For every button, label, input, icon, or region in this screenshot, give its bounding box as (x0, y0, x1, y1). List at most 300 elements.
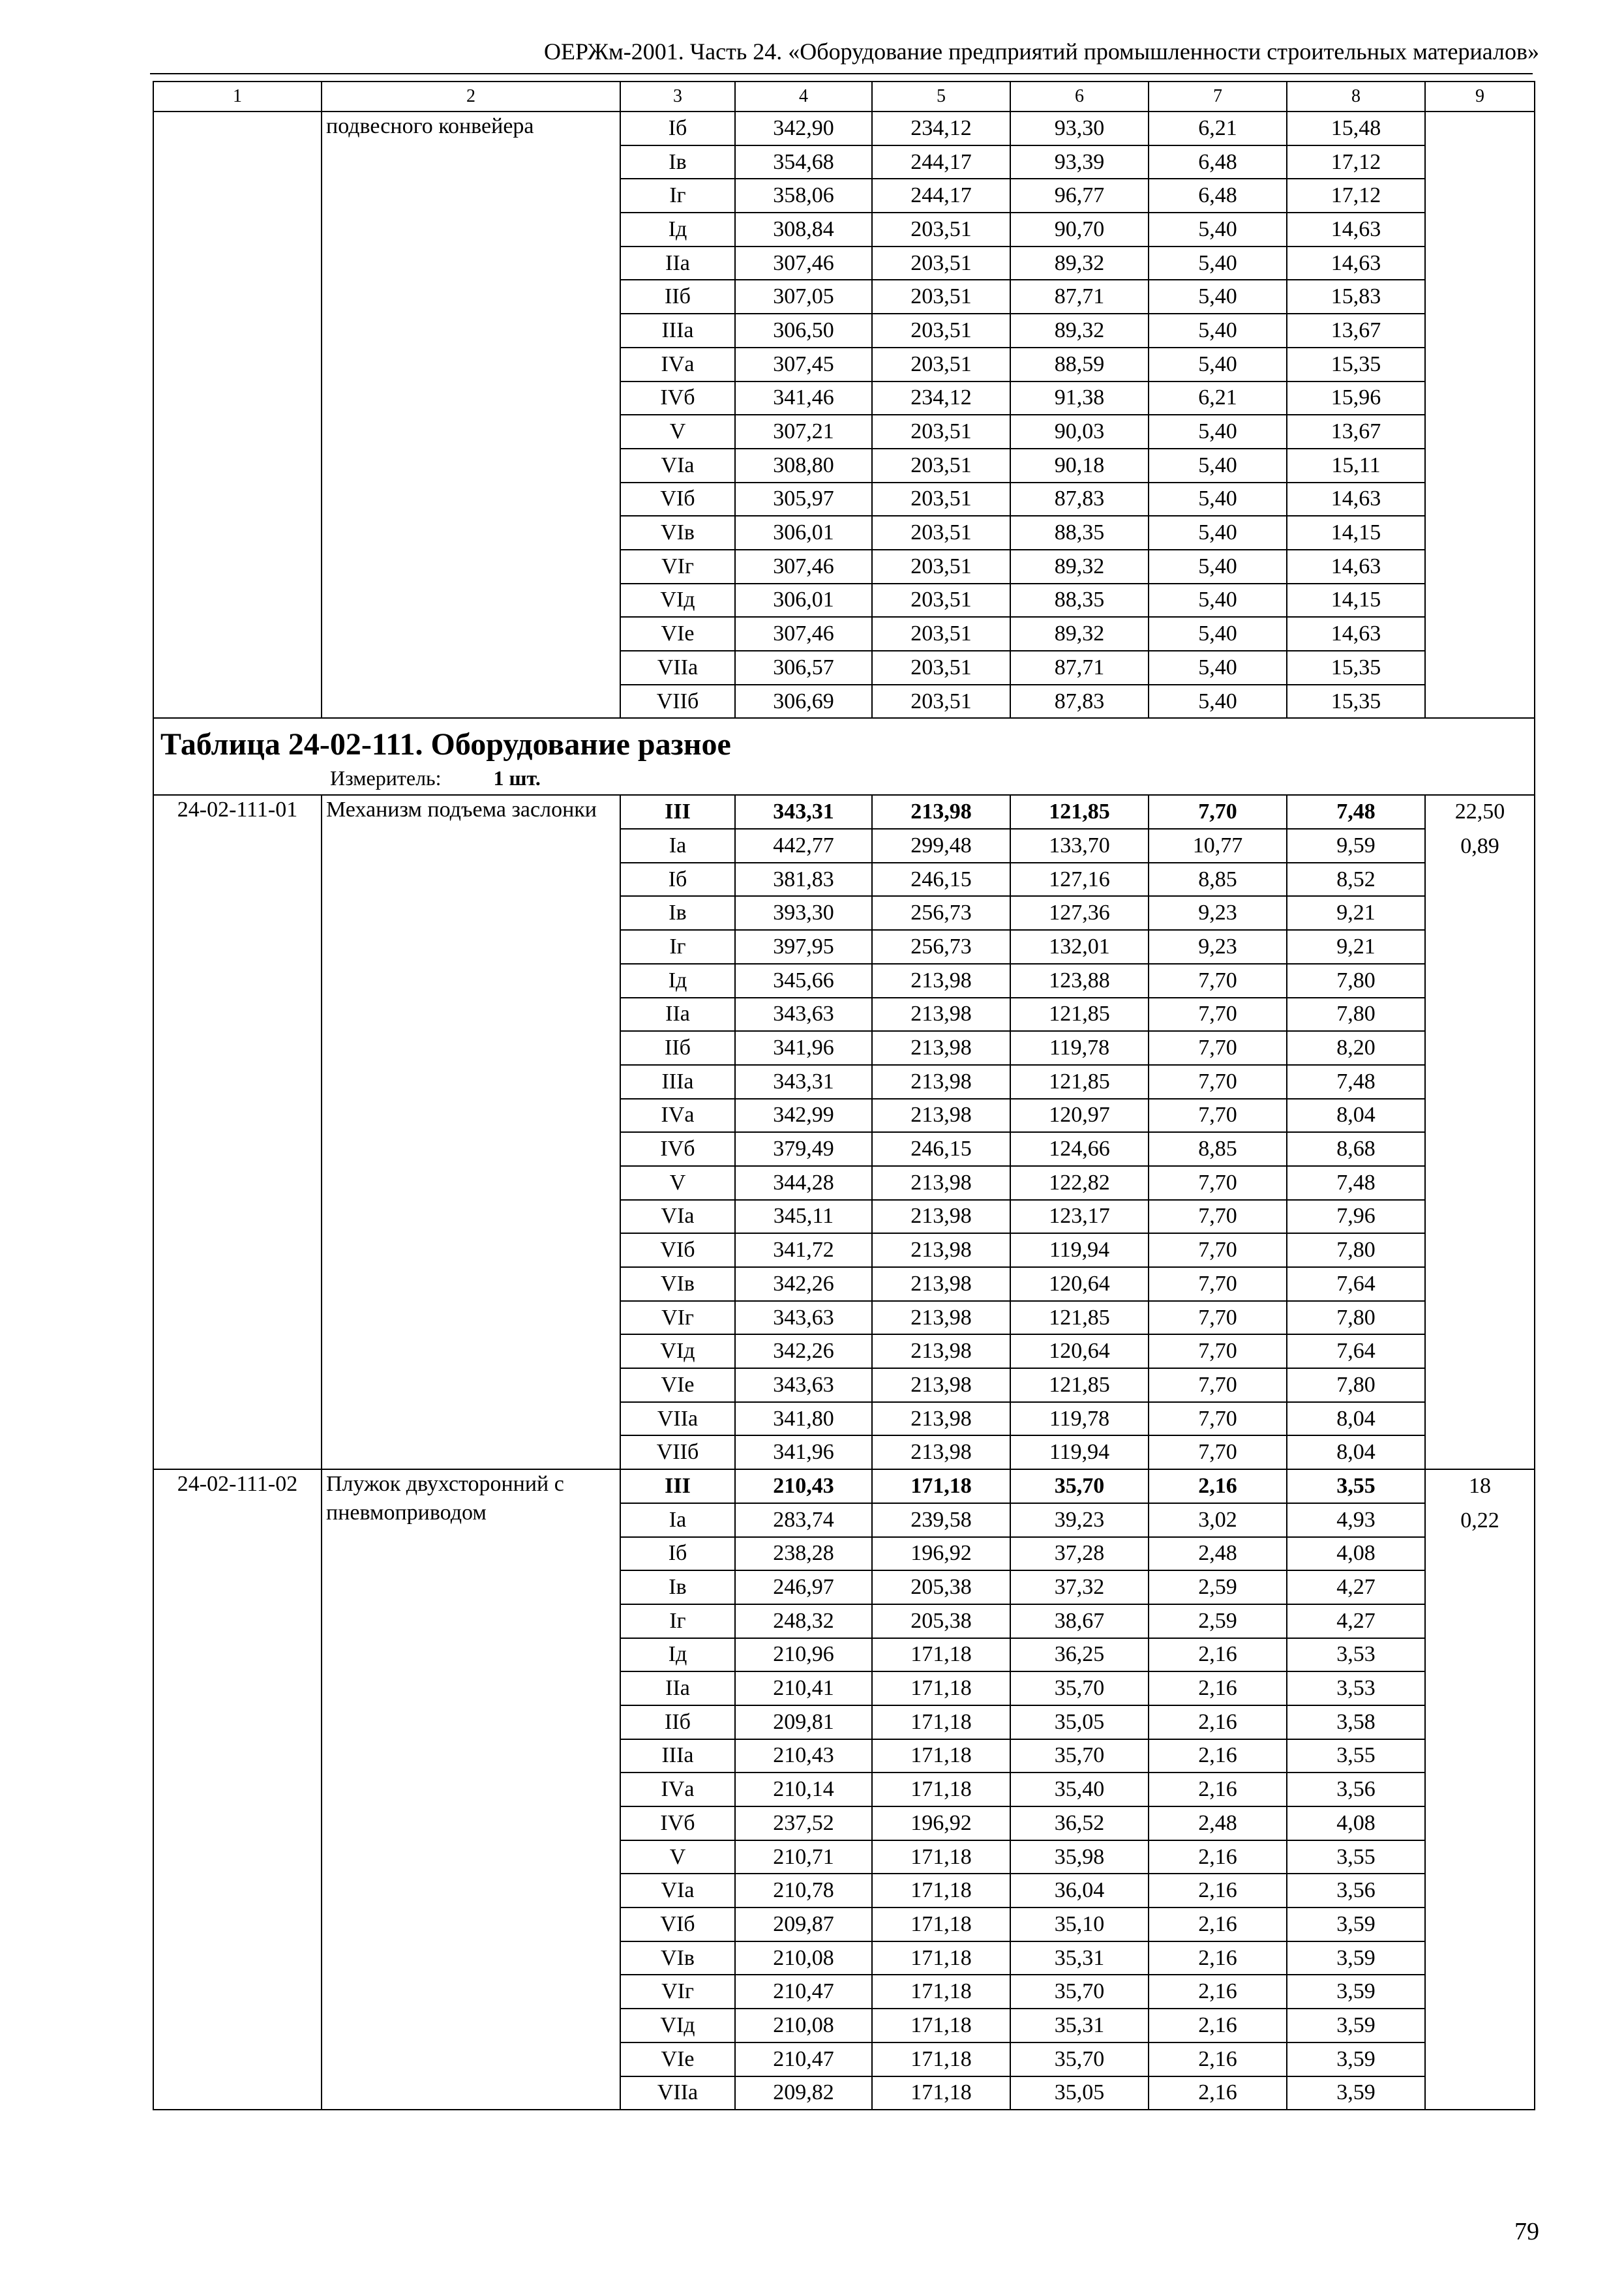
price-value: 9,21 (1287, 896, 1425, 930)
price-value: 213,98 (872, 1301, 1010, 1335)
price-value: 3,53 (1287, 1638, 1425, 1672)
price-value: 7,70 (1149, 1031, 1287, 1065)
price-value: 307,46 (735, 550, 872, 584)
zone-code: VIе (620, 617, 735, 651)
zone-code: Iб (620, 112, 735, 145)
table-title-row (153, 718, 1535, 795)
zone-code: IIб (620, 1031, 735, 1065)
zone-code: V (620, 1166, 735, 1200)
price-value: 342,90 (735, 112, 872, 145)
column-number: 8 (1287, 82, 1425, 112)
price-value: 7,70 (1149, 1435, 1287, 1469)
price-value: 35,70 (1010, 1671, 1149, 1705)
price-value: 17,12 (1287, 179, 1425, 213)
price-value: 35,10 (1010, 1908, 1149, 1941)
price-value: 7,80 (1287, 964, 1425, 998)
price-value: 213,98 (872, 1031, 1010, 1065)
price-value: 213,98 (872, 1368, 1010, 1402)
price-value: 7,70 (1149, 1334, 1287, 1368)
price-value: 6,21 (1149, 382, 1287, 415)
price-value: 4,27 (1287, 1570, 1425, 1604)
price-value: 87,83 (1010, 483, 1149, 516)
price-value: 3,59 (1287, 1975, 1425, 2009)
measure-line (160, 764, 1527, 792)
price-value: 14,15 (1287, 516, 1425, 550)
price-value: 14,63 (1287, 617, 1425, 651)
price-value: 14,63 (1287, 550, 1425, 584)
zone-code: IIа (620, 998, 735, 1032)
item-code (153, 112, 322, 718)
price-value: 3,59 (1287, 1941, 1425, 1975)
price-value: 5,40 (1149, 483, 1287, 516)
zone-code: IVб (620, 1132, 735, 1166)
price-value: 7,48 (1287, 1065, 1425, 1099)
price-value: 171,18 (872, 1941, 1010, 1975)
price-value: 5,40 (1149, 348, 1287, 382)
price-value: 9,21 (1287, 930, 1425, 964)
price-value: 3,59 (1287, 2009, 1425, 2042)
price-value: 15,35 (1287, 685, 1425, 719)
price-value: 7,70 (1149, 1301, 1287, 1335)
price-value: 341,72 (735, 1233, 872, 1267)
price-value: 2,16 (1149, 1705, 1287, 1739)
price-value: 209,81 (735, 1705, 872, 1739)
price-value: 171,18 (872, 1671, 1010, 1705)
price-value: 4,27 (1287, 1604, 1425, 1638)
price-value: 203,51 (872, 483, 1010, 516)
price-value: 89,32 (1010, 314, 1149, 348)
price-value: 133,70 (1010, 829, 1149, 863)
price-value: 381,83 (735, 863, 872, 897)
price-value: 2,16 (1149, 1908, 1287, 1941)
table-title-cell (153, 718, 1535, 795)
price-value: 6,48 (1149, 145, 1287, 179)
price-value: 237,52 (735, 1806, 872, 1840)
price-value: 3,59 (1287, 1908, 1425, 1941)
price-value: 244,17 (872, 145, 1010, 179)
price-value: 35,70 (1010, 1469, 1149, 1503)
zone-code: Iг (620, 1604, 735, 1638)
price-value: 88,59 (1010, 348, 1149, 382)
price-value: 306,50 (735, 314, 872, 348)
price-value: 345,11 (735, 1200, 872, 1234)
table-row (153, 1469, 1535, 1503)
price-value: 119,78 (1010, 1031, 1149, 1065)
price-value: 2,59 (1149, 1570, 1287, 1604)
price-value: 7,64 (1287, 1334, 1425, 1368)
price-value: 5,40 (1149, 280, 1287, 314)
column-9-values (1425, 1469, 1535, 2110)
price-value: 13,67 (1287, 415, 1425, 449)
price-value: 5,40 (1149, 314, 1287, 348)
price-value: 5,40 (1149, 415, 1287, 449)
price-value: 93,30 (1010, 112, 1149, 145)
price-value: 91,38 (1010, 382, 1149, 415)
price-value: 7,80 (1287, 1301, 1425, 1335)
price-value: 14,15 (1287, 584, 1425, 618)
zone-code: VIг (620, 550, 735, 584)
price-value: 2,16 (1149, 1874, 1287, 1908)
price-value: 7,70 (1149, 998, 1287, 1032)
zone-code: VIб (620, 483, 735, 516)
price-value: 121,85 (1010, 795, 1149, 829)
price-value: 213,98 (872, 795, 1010, 829)
price-value: 3,56 (1287, 1874, 1425, 1908)
price-value: 89,32 (1010, 617, 1149, 651)
price-value: 8,85 (1149, 1132, 1287, 1166)
price-value: 210,43 (735, 1739, 872, 1773)
price-value: 2,59 (1149, 1604, 1287, 1638)
zone-code: VIа (620, 1874, 735, 1908)
price-value: 213,98 (872, 1233, 1010, 1267)
zone-code: VIIа (620, 1402, 735, 1436)
price-value: 343,63 (735, 1368, 872, 1402)
zone-code: IVб (620, 382, 735, 415)
zone-code: VIе (620, 1368, 735, 1402)
zone-code: VIб (620, 1908, 735, 1941)
price-value: 4,93 (1287, 1503, 1425, 1537)
price-value: 306,69 (735, 685, 872, 719)
zone-code: IIа (620, 247, 735, 280)
price-value: 14,63 (1287, 247, 1425, 280)
zone-code: VIд (620, 1334, 735, 1368)
price-value: 15,48 (1287, 112, 1425, 145)
price-value: 213,98 (872, 1099, 1010, 1133)
price-value: 203,51 (872, 348, 1010, 382)
price-value: 2,16 (1149, 2009, 1287, 2042)
price-value: 341,96 (735, 1031, 872, 1065)
price-value: 2,16 (1149, 1469, 1287, 1503)
price-value: 15,35 (1287, 348, 1425, 382)
price-value: 283,74 (735, 1503, 872, 1537)
price-value: 171,18 (872, 1705, 1010, 1739)
zone-code: Iг (620, 930, 735, 964)
price-value: 15,35 (1287, 651, 1425, 685)
price-value: 7,70 (1149, 1233, 1287, 1267)
price-value: 308,80 (735, 449, 872, 483)
column-9-value: 22,50 (1454, 800, 1505, 824)
item-code: 24-02-111-01 (153, 795, 322, 1469)
price-value: 256,73 (872, 896, 1010, 930)
price-value: 213,98 (872, 1334, 1010, 1368)
price-value: 2,16 (1149, 1941, 1287, 1975)
price-value: 306,01 (735, 516, 872, 550)
zone-code: VIа (620, 449, 735, 483)
price-value: 88,35 (1010, 516, 1149, 550)
price-value: 90,03 (1010, 415, 1149, 449)
price-value: 2,16 (1149, 1840, 1287, 1874)
price-value: 210,47 (735, 2042, 872, 2076)
price-value: 7,80 (1287, 998, 1425, 1032)
price-value: 3,59 (1287, 2042, 1425, 2076)
price-value: 89,32 (1010, 550, 1149, 584)
zone-code: VIг (620, 1301, 735, 1335)
zone-code: IIIа (620, 1739, 735, 1773)
price-value: 307,46 (735, 247, 872, 280)
price-value: 5,40 (1149, 449, 1287, 483)
price-value: 121,85 (1010, 1301, 1149, 1335)
price-value: 171,18 (872, 1840, 1010, 1874)
price-value: 210,71 (735, 1840, 872, 1874)
item-name: Механизм подъема заслонки (322, 795, 620, 1469)
column-9-value: 18 (1469, 1474, 1491, 1499)
price-value: 343,31 (735, 795, 872, 829)
price-value: 35,05 (1010, 1705, 1149, 1739)
price-value: 119,94 (1010, 1233, 1149, 1267)
price-value: 2,16 (1149, 1739, 1287, 1773)
zone-code: VIе (620, 2042, 735, 2076)
price-value: 121,85 (1010, 1368, 1149, 1402)
item-code: 24-02-111-02 (153, 1469, 322, 2110)
column-number: 7 (1149, 82, 1287, 112)
price-value: 15,83 (1287, 280, 1425, 314)
price-value: 96,77 (1010, 179, 1149, 213)
price-value: 393,30 (735, 896, 872, 930)
page-number: 79 (1514, 2218, 1539, 2245)
price-value: 342,99 (735, 1099, 872, 1133)
price-value: 7,96 (1287, 1200, 1425, 1234)
price-value: 248,32 (735, 1604, 872, 1638)
price-value: 5,40 (1149, 516, 1287, 550)
price-value: 7,48 (1287, 795, 1425, 829)
price-value: 36,04 (1010, 1874, 1149, 1908)
price-value: 213,98 (872, 1166, 1010, 1200)
price-value: 4,08 (1287, 1806, 1425, 1840)
measure-label: Измеритель: (330, 766, 442, 790)
price-value: 213,98 (872, 1435, 1010, 1469)
price-value: 244,17 (872, 179, 1010, 213)
price-value: 2,48 (1149, 1806, 1287, 1840)
price-value: 203,51 (872, 449, 1010, 483)
item-name: Плужок двухсторонний с пневмоприводом (322, 1469, 620, 2110)
price-value: 9,23 (1149, 930, 1287, 964)
price-value: 37,28 (1010, 1537, 1149, 1571)
price-value: 299,48 (872, 829, 1010, 863)
price-value: 35,98 (1010, 1840, 1149, 1874)
price-value: 306,57 (735, 651, 872, 685)
price-value: 203,51 (872, 685, 1010, 719)
header-rule (150, 73, 1533, 74)
price-value: 121,85 (1010, 998, 1149, 1032)
price-value: 87,71 (1010, 651, 1149, 685)
price-value: 123,88 (1010, 964, 1149, 998)
price-value: 344,28 (735, 1166, 872, 1200)
price-value: 37,32 (1010, 1570, 1149, 1604)
zone-code: Iд (620, 213, 735, 247)
price-value: 234,12 (872, 112, 1010, 145)
column-number: 4 (735, 82, 872, 112)
price-value: 7,70 (1149, 1402, 1287, 1436)
table-row (153, 795, 1535, 829)
zone-code: VIIб (620, 685, 735, 719)
price-value: 307,05 (735, 280, 872, 314)
price-value: 17,12 (1287, 145, 1425, 179)
column-number: 2 (322, 82, 620, 112)
price-value: 343,31 (735, 1065, 872, 1099)
price-value: 35,31 (1010, 1941, 1149, 1975)
zone-code: IIIа (620, 1065, 735, 1099)
price-value: 8,04 (1287, 1099, 1425, 1133)
zone-code: Iб (620, 863, 735, 897)
column-9-values (1425, 795, 1535, 1469)
price-value: 7,80 (1287, 1368, 1425, 1402)
price-value: 120,97 (1010, 1099, 1149, 1133)
price-value: 171,18 (872, 1469, 1010, 1503)
price-value: 171,18 (872, 1908, 1010, 1941)
price-value: 209,87 (735, 1908, 872, 1941)
price-value: 442,77 (735, 829, 872, 863)
price-value: 307,21 (735, 415, 872, 449)
price-value: 343,63 (735, 998, 872, 1032)
price-value: 210,78 (735, 1874, 872, 1908)
price-value: 305,97 (735, 483, 872, 516)
price-value: 246,97 (735, 1570, 872, 1604)
price-value: 256,73 (872, 930, 1010, 964)
zone-code: VIг (620, 1975, 735, 2009)
price-value: 13,67 (1287, 314, 1425, 348)
price-value: 15,11 (1287, 449, 1425, 483)
price-value: 342,26 (735, 1334, 872, 1368)
price-value: 213,98 (872, 1065, 1010, 1099)
price-value: 210,96 (735, 1638, 872, 1672)
price-value: 35,70 (1010, 1739, 1149, 1773)
price-value: 88,35 (1010, 584, 1149, 618)
price-value: 203,51 (872, 516, 1010, 550)
zone-code: Iг (620, 179, 735, 213)
price-value: 306,01 (735, 584, 872, 618)
price-value: 210,47 (735, 1975, 872, 2009)
zone-code: Iв (620, 896, 735, 930)
price-value: 35,40 (1010, 1773, 1149, 1806)
price-value: 171,18 (872, 1874, 1010, 1908)
price-value: 7,70 (1149, 1200, 1287, 1234)
zone-code: III (620, 795, 735, 829)
price-value: 127,16 (1010, 863, 1149, 897)
price-value: 8,52 (1287, 863, 1425, 897)
price-value: 9,23 (1149, 896, 1287, 930)
price-value: 5,40 (1149, 247, 1287, 280)
zone-code: III (620, 1469, 735, 1503)
price-value: 6,21 (1149, 112, 1287, 145)
price-value: 132,01 (1010, 930, 1149, 964)
price-value: 8,68 (1287, 1132, 1425, 1166)
table-body (153, 82, 1535, 2110)
price-value: 205,38 (872, 1604, 1010, 1638)
price-value: 171,18 (872, 2009, 1010, 2042)
price-value: 3,59 (1287, 2076, 1425, 2110)
price-value: 7,48 (1287, 1166, 1425, 1200)
zone-code: IVб (620, 1806, 735, 1840)
running-header: ОЕРЖм-2001. Часть 24. «Оборудование предприятий промышленности строительных материалов» (543, 38, 1539, 65)
zone-code: Iв (620, 145, 735, 179)
price-value: 2,16 (1149, 1671, 1287, 1705)
column-9-value: 0,89 (1460, 834, 1499, 859)
price-value: 379,49 (735, 1132, 872, 1166)
price-value: 210,08 (735, 1941, 872, 1975)
zone-code: VIIа (620, 651, 735, 685)
column-number: 5 (872, 82, 1010, 112)
zone-code: VIа (620, 1200, 735, 1234)
price-value: 4,08 (1287, 1537, 1425, 1571)
price-value: 7,70 (1149, 1166, 1287, 1200)
column-9-values (1425, 112, 1535, 718)
price-value: 210,43 (735, 1469, 872, 1503)
column-number: 3 (620, 82, 735, 112)
zone-code: VIIа (620, 2076, 735, 2110)
zone-code: Iа (620, 829, 735, 863)
price-value: 171,18 (872, 1739, 1010, 1773)
price-value: 5,40 (1149, 651, 1287, 685)
price-value: 120,64 (1010, 1267, 1149, 1301)
price-value: 210,41 (735, 1671, 872, 1705)
price-value: 7,64 (1287, 1267, 1425, 1301)
price-value: 342,26 (735, 1267, 872, 1301)
price-value: 171,18 (872, 2042, 1010, 2076)
price-value: 9,59 (1287, 829, 1425, 863)
zone-code: VIIб (620, 1435, 735, 1469)
price-value: 8,04 (1287, 1402, 1425, 1436)
price-value: 307,46 (735, 617, 872, 651)
price-value: 341,46 (735, 382, 872, 415)
price-value: 90,70 (1010, 213, 1149, 247)
price-value: 10,77 (1149, 829, 1287, 863)
column-9-value: 0,22 (1460, 1508, 1499, 1533)
price-value: 3,58 (1287, 1705, 1425, 1739)
price-value: 8,04 (1287, 1435, 1425, 1469)
zone-code: VIд (620, 584, 735, 618)
price-value: 2,16 (1149, 1975, 1287, 2009)
price-value: 397,95 (735, 930, 872, 964)
price-value: 203,51 (872, 247, 1010, 280)
column-number: 9 (1425, 82, 1535, 112)
price-value: 119,78 (1010, 1402, 1149, 1436)
price-value: 7,70 (1149, 964, 1287, 998)
price-value: 203,51 (872, 415, 1010, 449)
price-value: 343,63 (735, 1301, 872, 1335)
price-value: 205,38 (872, 1570, 1010, 1604)
zone-code: IIIа (620, 314, 735, 348)
zone-code: Iб (620, 1537, 735, 1571)
zone-code: VIв (620, 1267, 735, 1301)
table-row (153, 112, 1535, 145)
price-value: 35,70 (1010, 2042, 1149, 2076)
price-value: 3,56 (1287, 1773, 1425, 1806)
price-value: 171,18 (872, 2076, 1010, 2110)
price-value: 213,98 (872, 1267, 1010, 1301)
price-value: 39,23 (1010, 1503, 1149, 1537)
price-value: 7,80 (1287, 1233, 1425, 1267)
price-value: 213,98 (872, 964, 1010, 998)
price-value: 213,98 (872, 998, 1010, 1032)
price-value: 93,39 (1010, 145, 1149, 179)
zone-code: Iд (620, 964, 735, 998)
measure-value: 1 шт. (493, 766, 541, 790)
price-value: 15,96 (1287, 382, 1425, 415)
price-value: 8,85 (1149, 863, 1287, 897)
item-name: подвесного конвейера (322, 112, 620, 718)
price-value: 124,66 (1010, 1132, 1149, 1166)
price-value: 171,18 (872, 1638, 1010, 1672)
price-value: 203,51 (872, 280, 1010, 314)
price-value: 358,06 (735, 179, 872, 213)
zone-code: VIв (620, 516, 735, 550)
price-value: 238,28 (735, 1537, 872, 1571)
price-value: 341,96 (735, 1435, 872, 1469)
price-value: 119,94 (1010, 1435, 1149, 1469)
price-value: 3,02 (1149, 1503, 1287, 1537)
zone-code: IIа (620, 1671, 735, 1705)
price-value: 210,14 (735, 1773, 872, 1806)
